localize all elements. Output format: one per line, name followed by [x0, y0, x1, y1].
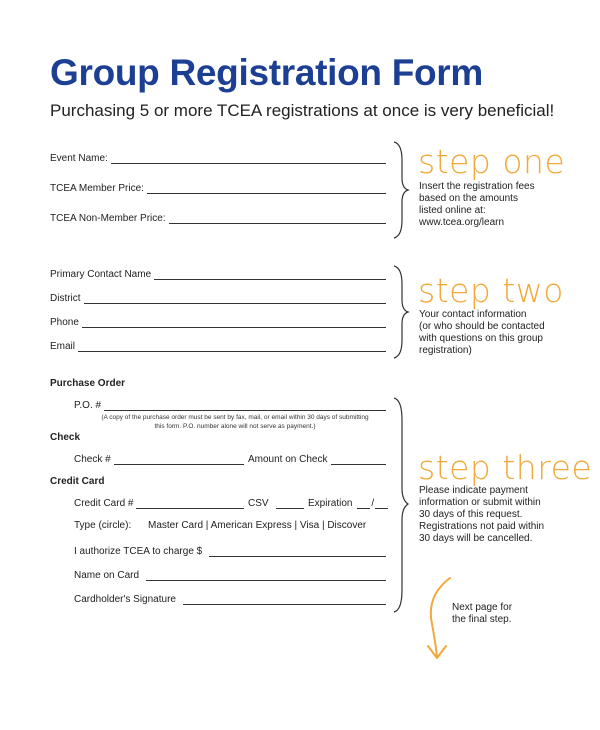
step-three-brace	[392, 396, 412, 614]
step-one-line: Insert the registration fees	[419, 181, 535, 192]
non-member-price-line[interactable]	[169, 214, 386, 224]
signature-line[interactable]	[183, 595, 386, 605]
step-two-description	[419, 309, 545, 357]
email-line[interactable]	[78, 342, 386, 352]
member-price-field[interactable]	[50, 180, 386, 194]
step-one-title: step one	[418, 142, 566, 181]
step-three-title: step three	[418, 448, 593, 487]
email-field[interactable]	[50, 338, 386, 352]
step-two-line: (or who should be contacted	[419, 321, 545, 332]
phone-field[interactable]	[50, 314, 386, 328]
check-heading: Check	[50, 432, 81, 443]
next-page-line: Next page for	[452, 602, 513, 613]
step-three-description	[419, 485, 544, 545]
po-number-field[interactable]	[74, 397, 386, 411]
district-field[interactable]	[50, 290, 386, 304]
amount-on-check-field[interactable]	[248, 451, 386, 465]
check-number-line[interactable]	[114, 455, 244, 465]
expiration-year-line[interactable]	[375, 499, 388, 509]
credit-card-number-field[interactable]	[74, 495, 244, 509]
district-label: District	[50, 293, 81, 304]
name-on-card-field[interactable]	[74, 567, 386, 581]
step-three-line: Please indicate payment	[419, 485, 528, 496]
step-one-line: listed online at:	[419, 205, 486, 216]
card-type-options[interactable]: Master Card | American Express | Visa | Discover	[148, 520, 367, 531]
step-three-line: information or submit within	[419, 497, 541, 508]
step-three-line: 30 days will be cancelled.	[419, 533, 533, 544]
phone-line[interactable]	[82, 318, 386, 328]
credit-card-heading: Credit Card	[50, 476, 105, 487]
signature-field[interactable]	[74, 591, 386, 605]
event-name-label: Event Name:	[50, 153, 108, 164]
expiration-field[interactable]	[308, 495, 388, 509]
amount-on-check-label: Amount on Check	[248, 454, 328, 465]
form-subtitle: Purchasing 5 or more TCEA registrations at once is very beneficial!	[50, 101, 555, 120]
event-name-line[interactable]	[111, 154, 386, 164]
expiration-month-line[interactable]	[357, 499, 370, 509]
primary-contact-label: Primary Contact Name	[50, 269, 152, 280]
authorize-charge-field[interactable]	[74, 543, 386, 557]
primary-contact-line[interactable]	[154, 270, 386, 280]
step-three-line: Registrations not paid within	[419, 521, 545, 532]
po-number-label: P.O. #	[74, 400, 102, 411]
amount-on-check-line[interactable]	[331, 455, 387, 465]
po-note-line: (A copy of the purchase order must be sent by fax, mail, or email within 30 days of submitting	[101, 414, 369, 421]
expiration-label: Expiration	[308, 498, 353, 509]
authorize-charge-line[interactable]	[209, 547, 386, 557]
event-name-field[interactable]	[50, 150, 386, 164]
step-two-line: Your contact information	[419, 309, 527, 320]
check-number-label: Check #	[74, 454, 111, 465]
email-label: Email	[50, 341, 76, 352]
credit-card-number-label: Credit Card #	[74, 498, 134, 509]
credit-card-number-line[interactable]	[136, 499, 244, 509]
step-one-line: www.tcea.org/learn	[419, 217, 505, 228]
non-member-price-field[interactable]	[50, 210, 386, 224]
next-page-line: the final step.	[452, 614, 512, 625]
phone-label: Phone	[50, 317, 79, 328]
name-on-card-label: Name on Card	[74, 570, 140, 581]
expiration-separator: /	[371, 498, 375, 509]
csv-label: CSV	[248, 498, 269, 509]
step-two-line: with questions on this group	[419, 333, 543, 344]
po-note-line: this form. P.O. number alone will not serve as payment.)	[154, 423, 316, 430]
district-line[interactable]	[84, 294, 386, 304]
step-one-line: based on the amounts	[419, 193, 518, 204]
check-number-field[interactable]	[74, 451, 244, 465]
purchase-order-heading: Purchase Order	[50, 378, 126, 389]
step-one-brace	[392, 140, 412, 240]
csv-line[interactable]	[276, 499, 304, 509]
next-page-note	[452, 602, 512, 626]
step-two-title: step two	[418, 271, 564, 310]
card-type-label: Type (circle):	[74, 520, 132, 531]
step-two-brace	[392, 264, 412, 360]
member-price-line[interactable]	[147, 184, 386, 194]
signature-label: Cardholder's Signature	[74, 594, 176, 605]
po-note	[80, 413, 390, 431]
name-on-card-line[interactable]	[146, 571, 386, 581]
form-title: Group Registration Form	[50, 52, 483, 93]
po-number-line[interactable]	[104, 401, 386, 411]
step-three-line: 30 days of this request.	[419, 509, 523, 520]
member-price-label: TCEA Member Price:	[50, 183, 144, 194]
step-one-description	[419, 181, 535, 229]
step-two-line: registration)	[419, 345, 472, 356]
non-member-price-label: TCEA Non-Member Price:	[50, 213, 166, 224]
authorize-charge-label: I authorize TCEA to charge $	[74, 546, 203, 557]
primary-contact-field[interactable]	[50, 266, 386, 280]
csv-field[interactable]	[248, 495, 304, 509]
